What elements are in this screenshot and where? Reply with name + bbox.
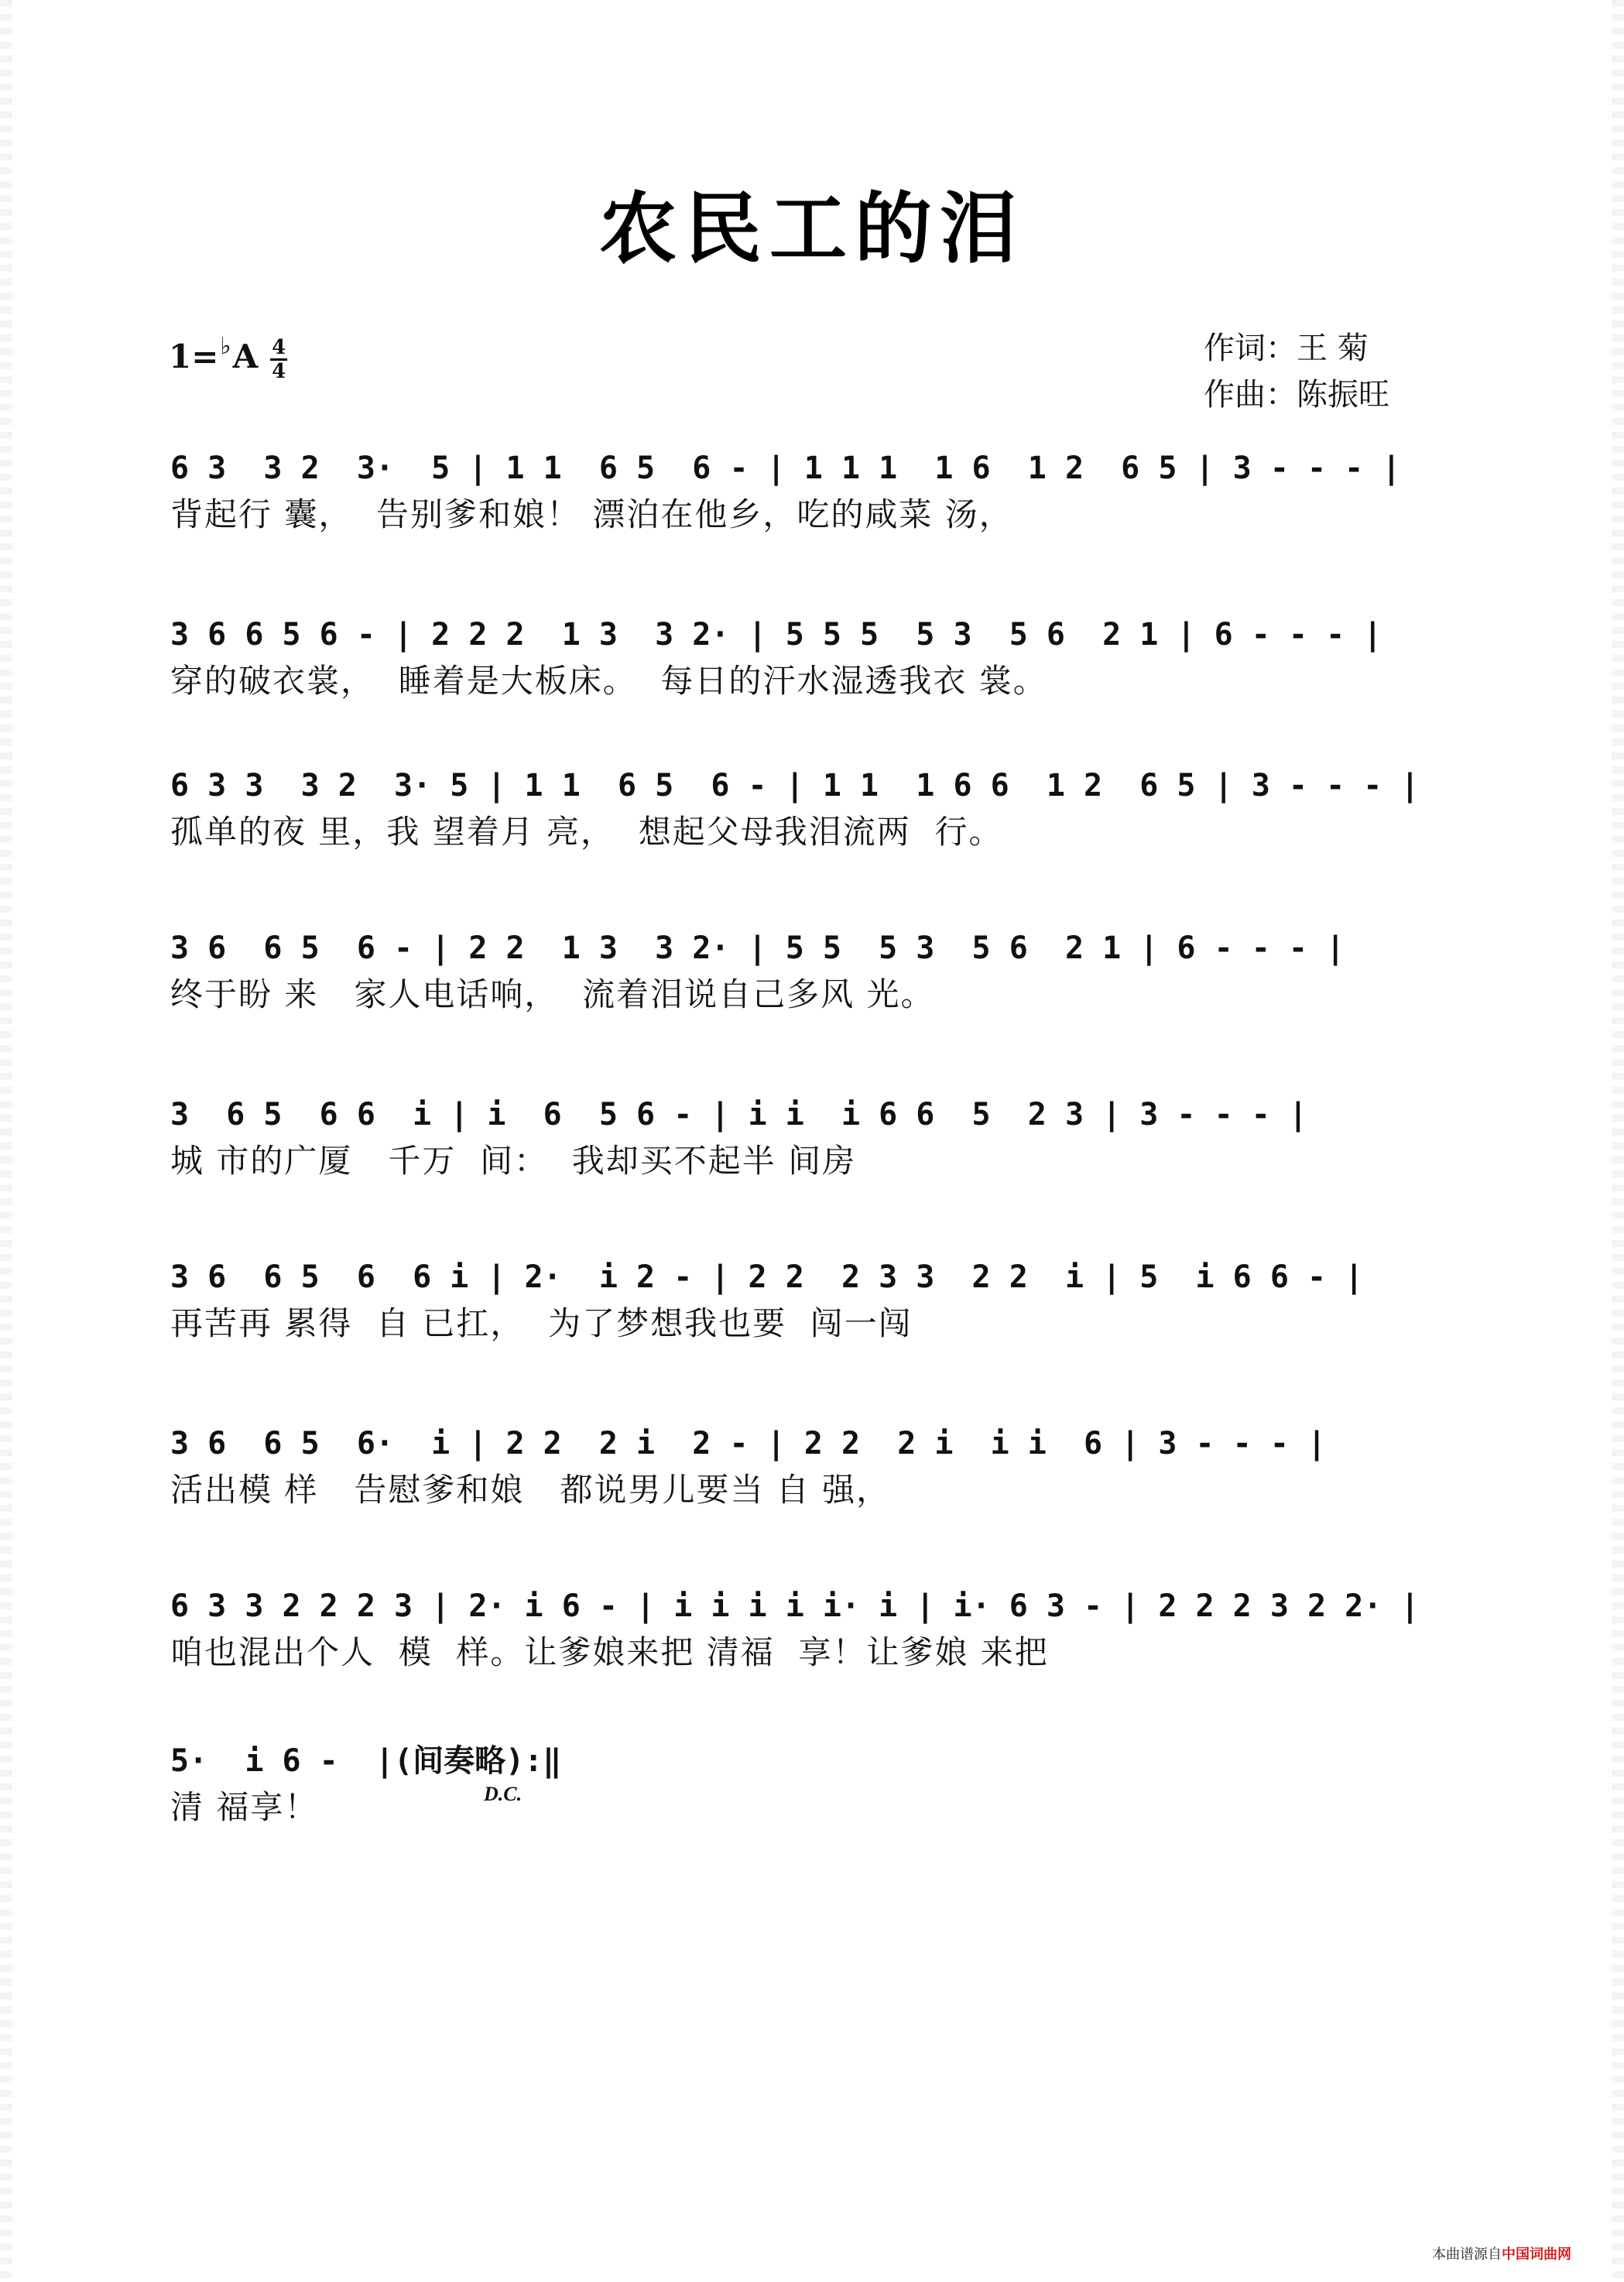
notation-line: 3 6 6 5 6· i | 2 2 2 i 2 - | 2 2 2 i i i 6 | 3 - - - |: [170, 1426, 1327, 1461]
time-signature-top: 4: [272, 335, 286, 359]
notation-line: 3 6 5 6 6 i | i 6 5 6 - | i i i 6 6 5 2 3 | 3 - - - |: [170, 1097, 1308, 1132]
lyrics-line: 城 市的广厦 千万 间： 我却买不起半 间房: [170, 1142, 857, 1180]
source-footer: [1432, 2243, 1571, 2263]
notation-line: 6 3 3 2 3· 5 | 1 1 6 5 6 - | 1 1 1 1 6 1 2 6 5 | 3 - - - |: [170, 451, 1401, 486]
lyrics-line: 终于盼 来 家人电话响， 流着泪说自己多风 光。: [170, 975, 935, 1013]
source-label: 本曲谱源自: [1432, 2246, 1502, 2262]
song-title: 农民工的泪: [599, 183, 1025, 274]
notation-line: 5· i 6 - |(间奏略):‖: [170, 1743, 562, 1779]
flat-symbol: ♭: [220, 333, 231, 360]
notation-line: 6 3 3 3 2 3· 5 | 1 1 6 5 6 - | 1 1 1 6 6 1 2 6 5 | 3 - - - |: [170, 768, 1420, 803]
source-brand: 中国词曲网: [1502, 2246, 1571, 2262]
left-watermark-strip: [0, 0, 12, 2282]
score-system-4: [170, 925, 1478, 1018]
credits: [1204, 325, 1389, 418]
score-system-3: [170, 762, 1478, 855]
lyrics-line: 再苦再 累得 自 已扛， 为了梦想我也要 闯一闯: [170, 1304, 913, 1342]
da-capo-mark: D.C.: [484, 1783, 522, 1805]
score-system-2: [170, 612, 1478, 704]
key-prefix: 1=: [169, 338, 219, 375]
time-signature-bottom: 4: [272, 359, 286, 383]
key-signature: [169, 333, 287, 382]
score-system-5: [170, 1091, 1478, 1184]
key-note: A: [232, 338, 259, 375]
score-system-8: [170, 1583, 1478, 1676]
right-watermark-strip: [1612, 0, 1624, 2282]
lyricist-credit: 作词：王 菊: [1204, 331, 1369, 366]
score-system-1: [170, 445, 1478, 538]
notation-line: 3 6 6 5 6 6 i | 2· i 2 - | 2 2 2 3 3 2 2 i | 5 i 6 6 - |: [170, 1259, 1364, 1295]
lyrics-line: 活出模 样 告慰爹和娘 都说男儿要当 自 强，: [170, 1471, 891, 1509]
notation-line: 6 3 3 2 2 2 3 | 2· i 6 - | i i i i i· i | i· 6 3 - | 2 2 2 3 2 2· |: [170, 1588, 1420, 1624]
time-signature: [270, 335, 287, 383]
score-system-6: [170, 1254, 1478, 1347]
notation-line: 3 6 6 5 6 - | 2 2 2 1 3 3 2· | 5 5 5 5 3 5 6 2 1 | 6 - - - |: [170, 617, 1382, 653]
score-system-9: [170, 1738, 1478, 1831]
lyrics-line: 孤单的夜 里，我 望着月 亮， 想起父母我泪流两 行。: [170, 813, 1003, 851]
lyrics-line: 咱也混出个人 模 样。让爹娘来把 清福 享！让爹娘 来把: [170, 1633, 1049, 1671]
lyrics-line: 背起行 囊， 告别爹和娘！ 漂泊在他乡，吃的咸菜 汤，: [170, 495, 1013, 533]
lyrics-line: 穿的破衣裳， 睡着是大板床。 每日的汗水湿透我衣 裳。: [170, 662, 1047, 700]
notation-line: 3 6 6 5 6 - | 2 2 1 3 3 2· | 5 5 5 3 5 6 2 1 | 6 - - - |: [170, 930, 1345, 966]
composer-credit: 作曲：陈振旺: [1204, 377, 1389, 413]
score-system-7: [170, 1420, 1478, 1513]
lyrics-line: 清 福享！: [170, 1788, 319, 1826]
